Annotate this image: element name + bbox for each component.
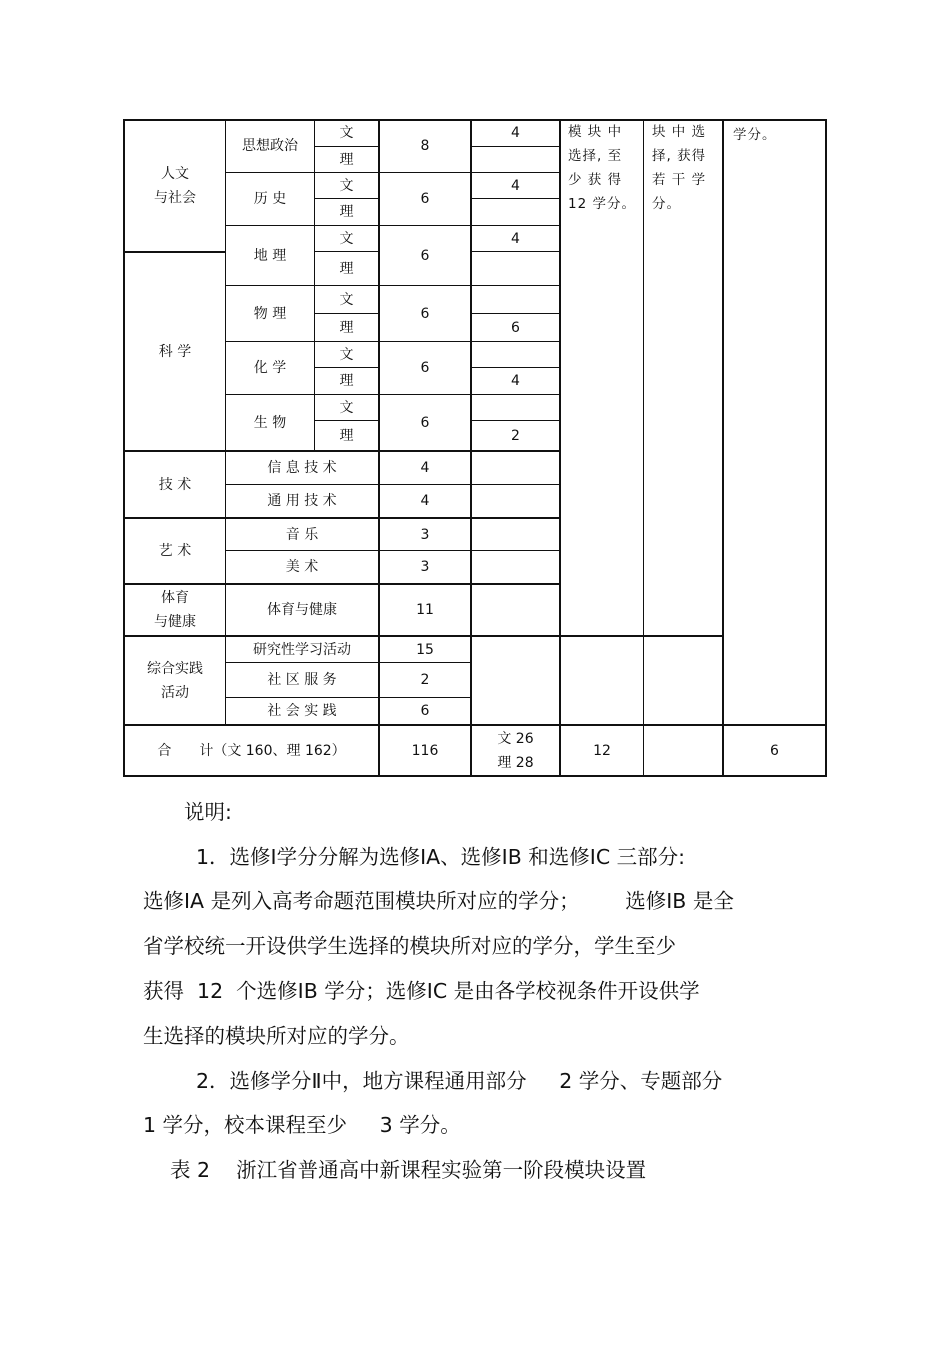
subject-physics: 物 理 (253, 305, 287, 322)
subject-geography: 地 理 (253, 247, 287, 264)
subject-it: 信 息 技 术 (267, 460, 337, 476)
credit-pe: 11 (416, 602, 434, 618)
total-ib: 12 (593, 743, 611, 759)
credit-geography: 6 (420, 247, 430, 264)
credit-general-tech: 4 (420, 493, 430, 509)
ic-note: 块 中 选 择, 获得 若 干 学 分。 (652, 124, 707, 212)
track-history-sci: 理 (339, 204, 354, 220)
track-biology-sci: 理 (339, 427, 354, 444)
subject-general-tech: 通 用 技 术 (267, 493, 337, 509)
credit-fine-arts: 3 (420, 559, 430, 575)
notes-line-5: 生选择的模块所对应的学分。 (143, 1024, 410, 1048)
group-science: 科 学 (158, 343, 192, 360)
subject-politics: 思想政治 (242, 138, 298, 154)
group-arts: 艺 术 (158, 543, 192, 559)
subject-biology: 生 物 (253, 414, 287, 431)
notes-line-7: 1 学分，校本课程至少 3 学分。 (143, 1113, 461, 1137)
subject-music: 音 乐 (285, 526, 319, 543)
credit-research: 15 (416, 641, 434, 658)
total-label: 合 计（文 160、理 162） (157, 743, 346, 759)
subject-pe: 体育与健康 (267, 602, 337, 618)
table-caption: 表 2 浙江省普通高中新课程实验第一阶段模块设置 (170, 1158, 647, 1182)
notes-line-4: 获得 12 个选修ⅠB 学分；选修ⅠC 是由各学校视条件开设供学 (143, 979, 700, 1003)
track-line-politics-ia (470, 146, 559, 147)
credit-biology: 6 (420, 414, 430, 431)
track-history-arts: 文 (339, 177, 354, 194)
group-technology: 技 术 (158, 476, 192, 493)
ii-note: 学分。 (733, 127, 777, 143)
notes-line-6: 2．选修学分Ⅱ中，地方课程通用部分 2 学分、专题部分 (196, 1069, 723, 1093)
credit-physics: 6 (420, 305, 430, 322)
track-chemistry-arts: 文 (339, 346, 354, 363)
subject-fine-arts: 美 术 (285, 559, 319, 575)
ia-politics-arts: 4 (511, 125, 520, 141)
track-politics-sci: 理 (339, 151, 354, 168)
subject-history: 历 史 (253, 191, 287, 207)
total-ia-sci: 理 28 (497, 755, 534, 771)
group-humanities: 人文 与社会 (154, 166, 196, 206)
group-pe: 体育 与健康 (154, 590, 196, 630)
credit-history: 6 (420, 191, 430, 207)
track-geography-sci: 理 (339, 260, 354, 277)
notes-line-3: 省学校统一开设供学生选择的模块所对应的学分，学生至少 (143, 934, 676, 958)
ia-chemistry-sci: 4 (511, 373, 520, 389)
notes-line-2: 选修ⅠA 是列入高考命题范围模块所对应的学分； 选修ⅠB 是全 (143, 889, 734, 913)
total-ii: 6 (770, 743, 779, 759)
notes-heading: 说明: (184, 800, 232, 824)
credit-music: 3 (420, 526, 430, 543)
ia-biology-sci: 2 (511, 427, 520, 444)
track-politics-arts: 文 (339, 125, 354, 141)
ia-history-arts: 4 (511, 177, 520, 194)
credit-politics: 8 (420, 138, 430, 154)
track-geography-arts: 文 (339, 230, 354, 247)
ia-geography-arts: 4 (511, 230, 520, 247)
track-line-history-ia (470, 198, 559, 199)
ia-physics-sci: 6 (511, 319, 520, 336)
track-chemistry-sci: 理 (339, 373, 354, 389)
table-border-right (825, 119, 827, 777)
total-required: 116 (411, 743, 439, 759)
subject-chemistry: 化 学 (253, 360, 287, 376)
track-line-geography-ia (470, 251, 559, 252)
subject-community: 社 区 服 务 (267, 672, 337, 688)
total-ia-arts: 文 26 (497, 731, 534, 747)
credit-social: 6 (420, 703, 430, 719)
col-line-5 (559, 119, 561, 777)
subject-social: 社 会 实 践 (267, 703, 337, 719)
subject-research: 研究性学习活动 (253, 641, 351, 658)
track-biology-arts: 文 (339, 399, 354, 416)
credit-chemistry: 6 (420, 360, 430, 376)
col-line-6 (643, 119, 644, 777)
track-physics-arts: 文 (339, 291, 354, 308)
col-line-7 (722, 119, 724, 777)
ib-note: 模 块 中 选择, 至 少 获 得 12 学分。 (568, 124, 636, 212)
notes-line-1: 1．选修Ⅰ学分分解为选修ⅠA、选修ⅠB 和选修ⅠC 三部分: (196, 845, 686, 869)
credit-community: 2 (420, 672, 430, 688)
credit-it: 4 (420, 460, 430, 476)
track-physics-sci: 理 (339, 319, 354, 336)
group-practice: 综合实践 活动 (147, 660, 203, 701)
